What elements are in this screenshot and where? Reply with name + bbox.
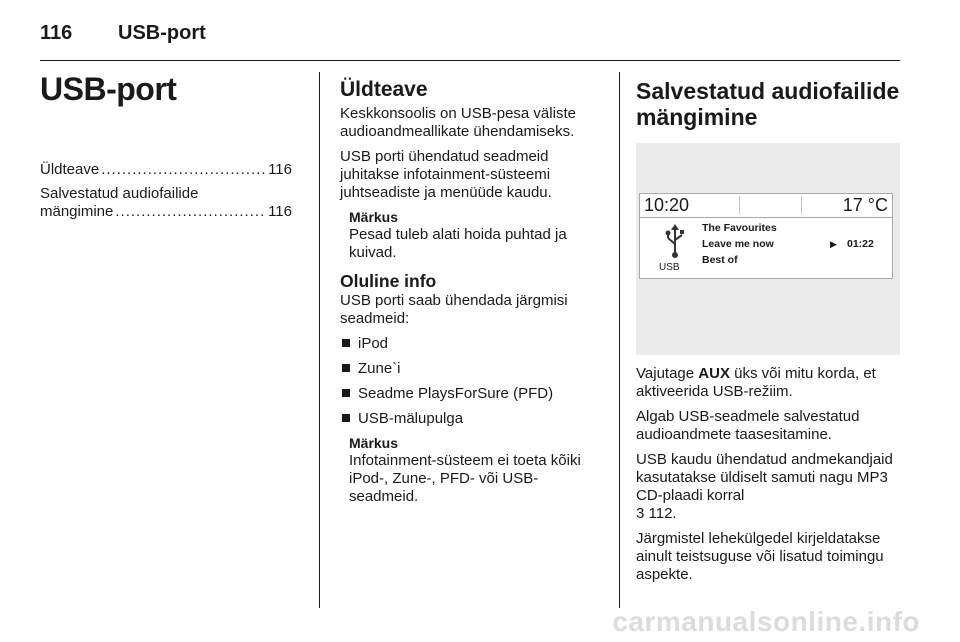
paragraph: USB porti ühendatud seadmeid juhitakse infotainment-süsteemi juhtseadiste ja menüüde kaudu.	[340, 148, 552, 202]
note-label: Märkus	[349, 209, 399, 226]
paragraph: USB porti saab ühendada järgmisi seadmeid:	[340, 292, 568, 328]
column-divider	[319, 72, 320, 608]
note	[349, 209, 602, 262]
list-item	[340, 410, 602, 428]
text-span: üks või mitu korda, et aktiveerida USB-režiim.	[636, 364, 876, 400]
page-number: 116	[40, 22, 73, 44]
bullet-square-icon	[342, 414, 350, 422]
list-item-text: Zune`i	[358, 360, 401, 378]
text-span: Vajutage	[636, 364, 699, 382]
list-item	[340, 335, 602, 353]
toc-entry[interactable]	[40, 161, 292, 179]
page-reference[interactable]: 3 112.	[636, 504, 677, 522]
paragraph	[636, 451, 904, 523]
track-item: The Favourites	[702, 221, 777, 234]
page-header	[40, 20, 900, 60]
note	[349, 435, 602, 506]
list-item-text: Seadme PlaysForSure (PFD)	[358, 385, 554, 403]
screen-clock: 10:20	[644, 194, 690, 215]
display-illustration	[636, 143, 900, 355]
section-heading-line: Salvestatud audiofailide	[636, 78, 900, 104]
toc-leader	[101, 161, 266, 179]
right-column	[636, 70, 904, 591]
toc-entry-title: Salvestatud audiofailide	[40, 185, 199, 203]
watermark: carmanualsonline.info	[612, 606, 920, 637]
toc-entry-title: Üldteave	[40, 161, 100, 179]
header-rule	[40, 60, 900, 61]
toc-entry-title-cont: mängimine	[40, 203, 114, 221]
track-item: Leave me now	[702, 237, 774, 250]
note-text: Infotainment-süsteem ei toeta kõiki iPod-, Zune-, PFD- või USB-seadmeid.	[349, 452, 581, 506]
usb-icon	[664, 224, 686, 258]
aux-button-ref: AUX	[698, 364, 730, 382]
paragraph	[636, 365, 904, 401]
paragraph: Algab USB-seadmele salvestatud audioandmete taasesitamine.	[636, 407, 860, 443]
play-icon: ▶	[830, 238, 837, 249]
toc-entry[interactable]	[40, 185, 292, 221]
bullet-square-icon	[342, 339, 350, 347]
list-item-text: USB-mälupulga	[358, 410, 464, 428]
note-text: Pesad tuleb alati hoida puhtad ja kuivad.	[349, 226, 567, 262]
chapter-title: USB-port	[40, 71, 177, 107]
section-heading: Üldteave	[340, 78, 428, 101]
list-item	[340, 385, 602, 403]
left-column	[40, 70, 292, 227]
column-divider	[619, 72, 620, 608]
source-label: USB	[659, 261, 680, 273]
subsection-heading: Oluline info	[340, 271, 437, 292]
text-span: USB kaudu ühendatud andmekandjaid kasutatakse üldiselt samuti nagu MP3 CD-plaadi korral	[636, 450, 893, 504]
divider	[739, 196, 740, 214]
list-item	[340, 360, 602, 378]
paragraph: Keskkonsoolis on USB-pesa väliste audioandmeallikate ühendamiseks.	[340, 105, 576, 141]
screen-status-bar	[640, 194, 892, 218]
section-heading	[636, 78, 904, 131]
running-head: USB-port	[118, 22, 206, 44]
toc-leader	[115, 203, 266, 221]
divider	[801, 196, 802, 214]
toc-page: 116	[268, 203, 292, 221]
note-label: Märkus	[349, 435, 399, 452]
track-item: Best of	[702, 253, 738, 266]
screen-temperature: 17 °C	[842, 194, 888, 215]
middle-column	[340, 70, 602, 514]
bullet-square-icon	[342, 364, 350, 372]
toc-page: 116	[268, 161, 292, 179]
paragraph: Järgmistel lehekülgedel kirjeldatakse ainult teistsuguse või lisatud toimingu aspekte.	[636, 529, 884, 583]
playback-time: 01:22	[847, 237, 874, 250]
device-list	[340, 335, 602, 428]
list-item-text: iPod	[358, 335, 389, 353]
infotainment-screen	[639, 193, 893, 279]
bullet-square-icon	[342, 389, 350, 397]
section-heading-line: mängimine	[636, 104, 758, 131]
